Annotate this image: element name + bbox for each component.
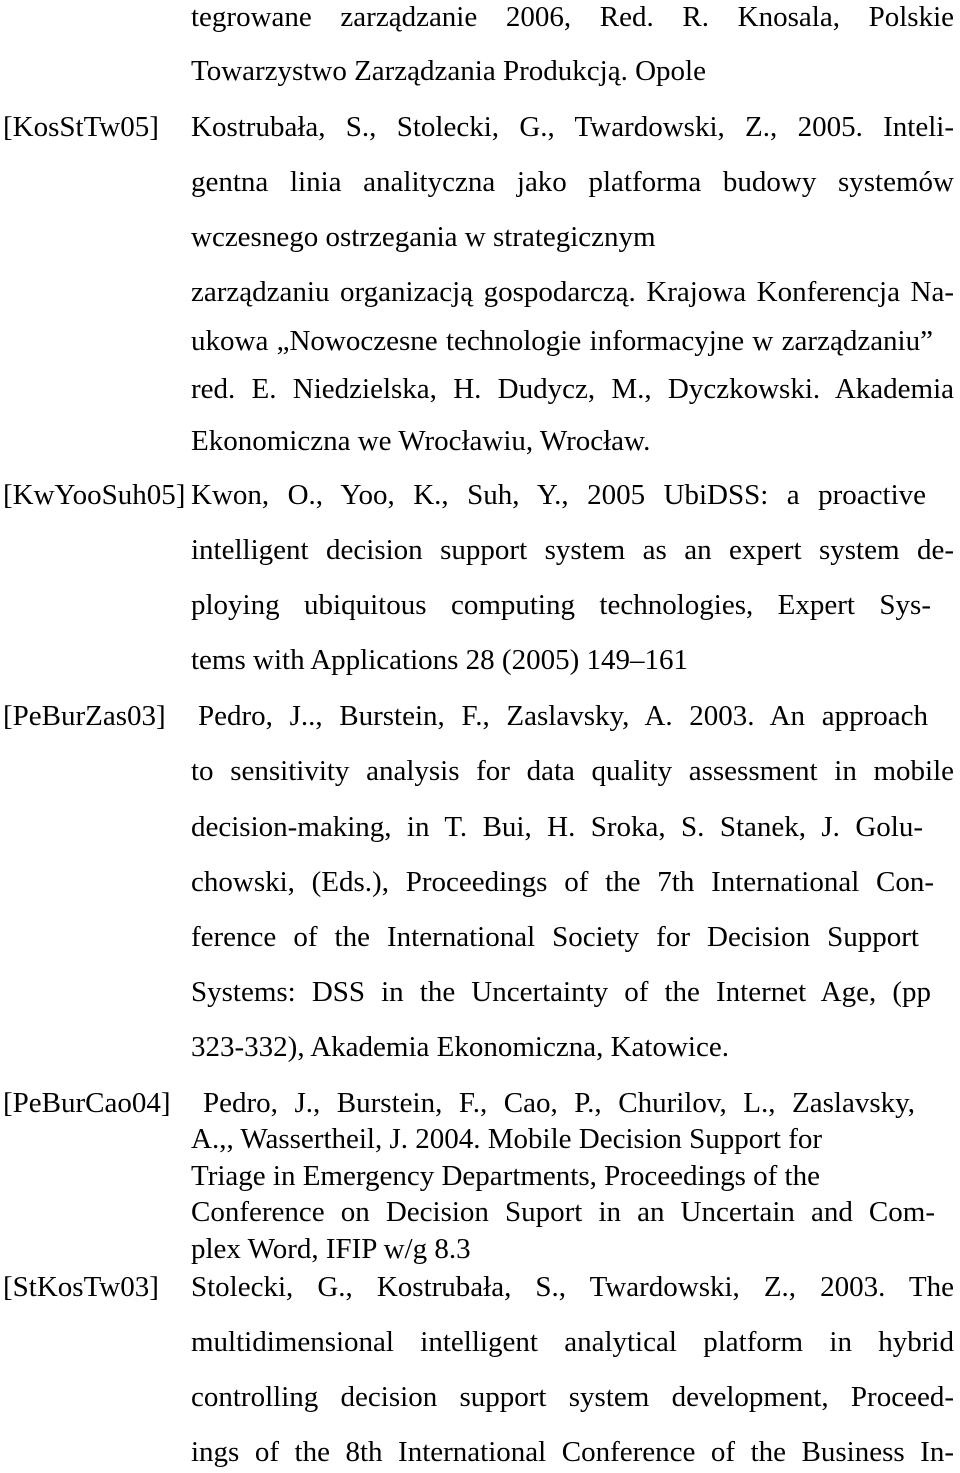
reference-line: chowski, (Eds.), Proceedings of the 7th International Con- <box>191 866 934 898</box>
reference-line: plex Word, IFIP w/g 8.3 <box>191 1233 471 1265</box>
reference-line: gentna linia analityczna jako platforma budowy systemów <box>191 166 954 198</box>
reference-line: tems with Applications 28 (2005) 149–161 <box>191 644 688 676</box>
reference-line: Conference on Decision Suport in an Uncertain and Com- <box>191 1196 935 1228</box>
reference-line: red. E. Niedzielska, H. Dudycz, M., Dyczkowski. Akademia <box>191 373 954 405</box>
reference-line: ploying ubiquitous computing technologies, Expert Sys- <box>191 589 931 621</box>
reference-line: Pedro, J.., Burstein, F., Zaslavsky, A. 2003. An approach <box>198 700 928 732</box>
reference-line: Systems: DSS in the Uncertainty of the Internet Age, (pp <box>191 976 931 1008</box>
reference-key: [KosStTw05] <box>3 111 159 143</box>
reference-line: ference of the International Society for Decision Support <box>191 921 919 953</box>
reference-key: [StKosTw03] <box>3 1271 159 1303</box>
reference-line: ukowa „Nowoczesne technologie informacyjne w zarządzaniu” <box>191 325 933 357</box>
reference-line: to sensitivity analysis for data quality assessment in mobile <box>191 755 954 787</box>
reference-line: tegrowane zarządzanie 2006, Red. R. Knosala, Polskie <box>191 1 954 33</box>
reference-line: wczesnego ostrzegania w strategicznym <box>191 221 656 253</box>
reference-line: controlling decision support system development, Proceed- <box>191 1381 954 1413</box>
reference-line: Stolecki, G., Kostrubała, S., Twardowski, Z., 2003. The <box>191 1271 954 1303</box>
reference-line: ings of the 8th International Conference of the Business In- <box>191 1436 954 1468</box>
reference-line: Triage in Emergency Departments, Proceedings of the <box>191 1160 820 1192</box>
reference-line: intelligent decision support system as an expert system de- <box>191 534 954 566</box>
reference-line: Towarzystwo Zarządzania Produkcją. Opole <box>191 55 706 87</box>
reference-line: zarządzaniu organizacją gospodarczą. Krajowa Konferencja Na- <box>191 276 954 308</box>
reference-line: Kwon, O., Yoo, K., Suh, Y., 2005 UbiDSS: a proactive <box>191 479 926 511</box>
reference-key: [KwYooSuh05] <box>3 479 186 511</box>
reference-line: multidimensional intelligent analytical platform in hybrid <box>191 1326 954 1358</box>
reference-line: Ekonomiczna we Wrocławiu, Wrocław. <box>191 425 651 457</box>
reference-key: [PeBurCao04] <box>3 1087 171 1119</box>
reference-key: [PeBurZas03] <box>3 700 166 732</box>
reference-line: decision-making, in T. Bui, H. Sroka, S. Stanek, J. Golu- <box>191 811 923 843</box>
reference-line: 323-332), Akademia Ekonomiczna, Katowice. <box>191 1031 729 1063</box>
reference-line: Kostrubała, S., Stolecki, G., Twardowski, Z., 2005. Inteli- <box>191 111 954 143</box>
reference-line: Pedro, J., Burstein, F., Cao, P., Churilov, L., Zaslavsky, <box>203 1087 915 1119</box>
reference-line: A.,, Wassertheil, J. 2004. Mobile Decision Support for <box>191 1123 823 1155</box>
